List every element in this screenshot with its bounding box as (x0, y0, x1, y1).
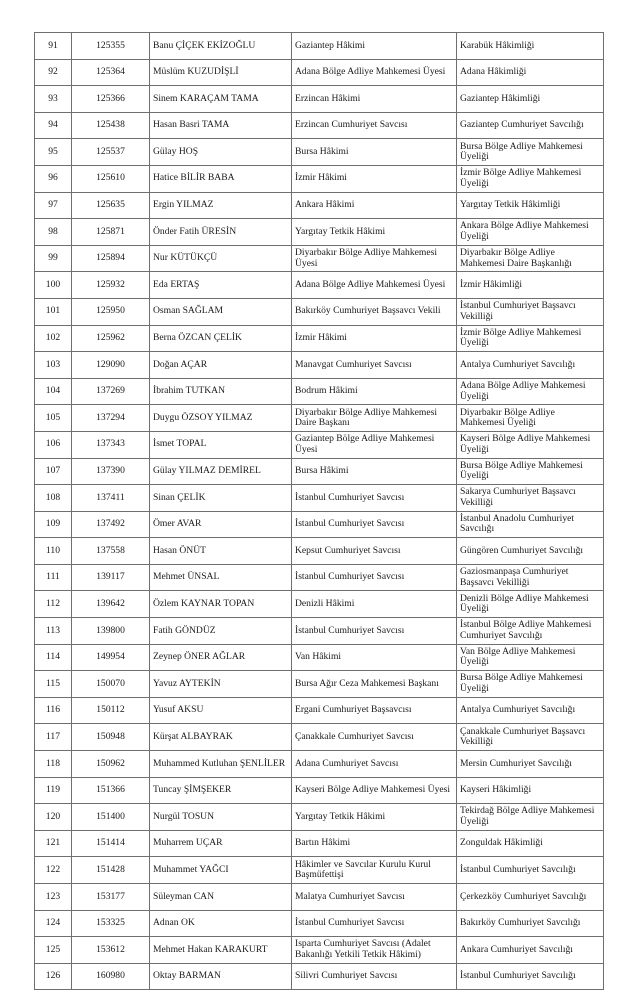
new-position-cell: Van Bölge Adliye Mahkemesi Üyeliği (457, 644, 604, 671)
full-name-cell: Hasan ÖNÜT (150, 538, 292, 565)
full-name-cell: Müslüm KUZUDİŞLİ (150, 59, 292, 86)
row-number-cell: 108 (35, 485, 72, 512)
full-name-cell: Doğan AÇAR (150, 352, 292, 379)
current-position-cell: Yargıtay Tetkik Hâkimi (292, 219, 457, 246)
row-number-cell: 94 (35, 112, 72, 139)
sicil-number-cell: 153177 (72, 884, 150, 911)
row-number-cell: 102 (35, 325, 72, 352)
sicil-number-cell: 151366 (72, 777, 150, 804)
sicil-number-cell: 137269 (72, 378, 150, 405)
current-position-cell: Ergani Cumhuriyet Başsavcısı (292, 697, 457, 724)
current-position-cell: İstanbul Cumhuriyet Savcısı (292, 564, 457, 591)
sicil-number-cell: 125537 (72, 139, 150, 166)
full-name-cell: Berna ÖZCAN ÇELİK (150, 325, 292, 352)
current-position-cell: İzmir Hâkimi (292, 165, 457, 192)
full-name-cell: Gülay HOŞ (150, 139, 292, 166)
row-number-cell: 92 (35, 59, 72, 86)
row-number-cell: 117 (35, 724, 72, 751)
sicil-number-cell: 151414 (72, 830, 150, 857)
current-position-cell: Malatya Cumhuriyet Savcısı (292, 884, 457, 911)
appointment-table (34, 32, 604, 990)
current-position-cell: Erzincan Hâkimi (292, 86, 457, 113)
row-number-cell: 122 (35, 857, 72, 884)
full-name-cell: Oktay BARMAN (150, 963, 292, 990)
full-name-cell: İbrahim TUTKAN (150, 378, 292, 405)
new-position-cell: Bursa Bölge Adliye Mahkemesi Üyeliği (457, 671, 604, 698)
new-position-cell: Diyarbakır Bölge Adliye Mahkemesi Üyeliği (457, 405, 604, 432)
table-row (35, 431, 604, 458)
current-position-cell: İzmir Hâkimi (292, 325, 457, 352)
new-position-cell: Bursa Bölge Adliye Mahkemesi Üyeliği (457, 139, 604, 166)
row-number-cell: 112 (35, 591, 72, 618)
full-name-cell: Yavuz AYTEKİN (150, 671, 292, 698)
full-name-cell: Özlem KAYNAR TOPAN (150, 591, 292, 618)
row-number-cell: 119 (35, 777, 72, 804)
table-row (35, 804, 604, 831)
table-row (35, 298, 604, 325)
row-number-cell: 114 (35, 644, 72, 671)
table-row (35, 910, 604, 937)
current-position-cell: Erzincan Cumhuriyet Savcısı (292, 112, 457, 139)
table-row (35, 671, 604, 698)
current-position-cell: Bursa Hâkimi (292, 458, 457, 485)
current-position-cell: Denizli Hâkimi (292, 591, 457, 618)
current-position-cell: Bakırköy Cumhuriyet Başsavcı Vekili (292, 298, 457, 325)
new-position-cell: Adana Hâkimliği (457, 59, 604, 86)
sicil-number-cell: 125438 (72, 112, 150, 139)
row-number-cell: 113 (35, 618, 72, 645)
sicil-number-cell: 153612 (72, 937, 150, 964)
sicil-number-cell: 125635 (72, 192, 150, 219)
sicil-number-cell: 125894 (72, 245, 150, 272)
sicil-number-cell: 150962 (72, 751, 150, 778)
table-row (35, 884, 604, 911)
new-position-cell: Kayseri Hâkimliği (457, 777, 604, 804)
table-row (35, 33, 604, 60)
table-body (35, 33, 604, 990)
new-position-cell: Karabük Hâkimliği (457, 33, 604, 60)
full-name-cell: Sinem KARAÇAM TAMA (150, 86, 292, 113)
row-number-cell: 97 (35, 192, 72, 219)
full-name-cell: Hasan Basri TAMA (150, 112, 292, 139)
row-number-cell: 118 (35, 751, 72, 778)
full-name-cell: İsmet TOPAL (150, 431, 292, 458)
new-position-cell: Gaziantep Hâkimliği (457, 86, 604, 113)
table-row (35, 963, 604, 990)
table-row (35, 378, 604, 405)
current-position-cell: Gaziantep Hâkimi (292, 33, 457, 60)
table-row (35, 59, 604, 86)
full-name-cell: Tuncay ŞİMŞEKER (150, 777, 292, 804)
table-row (35, 192, 604, 219)
new-position-cell: Çanakkale Cumhuriyet Başsavcı Vekilliği (457, 724, 604, 751)
current-position-cell: Isparta Cumhuriyet Savcısı (Adalet Bakanlığı Yetkili Tetkik Hâkimi) (292, 937, 457, 964)
sicil-number-cell: 137411 (72, 485, 150, 512)
current-position-cell: Silivri Cumhuriyet Savcısı (292, 963, 457, 990)
row-number-cell: 109 (35, 511, 72, 538)
full-name-cell: Kürşat ALBAYRAK (150, 724, 292, 751)
current-position-cell: Adana Bölge Adliye Mahkemesi Üyesi (292, 272, 457, 299)
full-name-cell: Önder Fatih ÜRESİN (150, 219, 292, 246)
table-row (35, 139, 604, 166)
new-position-cell: Gaziantep Cumhuriyet Savcılığı (457, 112, 604, 139)
sicil-number-cell: 137390 (72, 458, 150, 485)
row-number-cell: 100 (35, 272, 72, 299)
current-position-cell: Hâkimler ve Savcılar Kurulu Kurul Başmüfettişi (292, 857, 457, 884)
current-position-cell: Adana Bölge Adliye Mahkemesi Üyesi (292, 59, 457, 86)
current-position-cell: Kayseri Bölge Adliye Mahkemesi Üyesi (292, 777, 457, 804)
row-number-cell: 115 (35, 671, 72, 698)
full-name-cell: Mehmet Hakan KARAKURT (150, 937, 292, 964)
sicil-number-cell: 151400 (72, 804, 150, 831)
current-position-cell: Van Hâkimi (292, 644, 457, 671)
table-row (35, 751, 604, 778)
sicil-number-cell: 151428 (72, 857, 150, 884)
full-name-cell: Ömer AVAR (150, 511, 292, 538)
sicil-number-cell: 150070 (72, 671, 150, 698)
new-position-cell: Antalya Cumhuriyet Savcılığı (457, 352, 604, 379)
row-number-cell: 116 (35, 697, 72, 724)
table-row (35, 458, 604, 485)
current-position-cell: Çanakkale Cumhuriyet Savcısı (292, 724, 457, 751)
current-position-cell: Ankara Hâkimi (292, 192, 457, 219)
new-position-cell: İzmir Bölge Adliye Mahkemesi Üyeliği (457, 165, 604, 192)
new-position-cell: Zonguldak Hâkimliği (457, 830, 604, 857)
row-number-cell: 126 (35, 963, 72, 990)
row-number-cell: 111 (35, 564, 72, 591)
current-position-cell: İstanbul Cumhuriyet Savcısı (292, 511, 457, 538)
full-name-cell: Süleyman CAN (150, 884, 292, 911)
sicil-number-cell: 125950 (72, 298, 150, 325)
table-row (35, 325, 604, 352)
current-position-cell: Diyarbakır Bölge Adliye Mahkemesi Üyesi (292, 245, 457, 272)
table-row (35, 405, 604, 432)
new-position-cell: İstanbul Cumhuriyet Başsavcı Vekilliği (457, 298, 604, 325)
full-name-cell: Nur KÜTÜKÇÜ (150, 245, 292, 272)
sicil-number-cell: 160980 (72, 963, 150, 990)
sicil-number-cell: 137492 (72, 511, 150, 538)
full-name-cell: Muhammed Kutluhan ŞENLİLER (150, 751, 292, 778)
full-name-cell: Fatih GÖNDÜZ (150, 618, 292, 645)
row-number-cell: 106 (35, 431, 72, 458)
new-position-cell: Antalya Cumhuriyet Savcılığı (457, 697, 604, 724)
row-number-cell: 98 (35, 219, 72, 246)
sicil-number-cell: 137343 (72, 431, 150, 458)
current-position-cell: Adana Cumhuriyet Savcısı (292, 751, 457, 778)
full-name-cell: Muharrem UÇAR (150, 830, 292, 857)
table-row (35, 857, 604, 884)
sicil-number-cell: 125355 (72, 33, 150, 60)
full-name-cell: Duygu ÖZSOY YILMAZ (150, 405, 292, 432)
row-number-cell: 96 (35, 165, 72, 192)
new-position-cell: Denizli Bölge Adliye Mahkemesi Üyeliği (457, 591, 604, 618)
row-number-cell: 124 (35, 910, 72, 937)
table-row (35, 538, 604, 565)
new-position-cell: Yargıtay Tetkik Hâkimliği (457, 192, 604, 219)
full-name-cell: Gülay YILMAZ DEMİREL (150, 458, 292, 485)
table-row (35, 830, 604, 857)
new-position-cell: Kayseri Bölge Adliye Mahkemesi Üyeliği (457, 431, 604, 458)
full-name-cell: Nurgül TOSUN (150, 804, 292, 831)
new-position-cell: İstanbul Cumhuriyet Savcılığı (457, 963, 604, 990)
new-position-cell: Adana Bölge Adliye Mahkemesi Üyeliği (457, 378, 604, 405)
table-row (35, 618, 604, 645)
table-row (35, 272, 604, 299)
sicil-number-cell: 125364 (72, 59, 150, 86)
table-row (35, 511, 604, 538)
full-name-cell: Adnan OK (150, 910, 292, 937)
current-position-cell: İstanbul Cumhuriyet Savcısı (292, 485, 457, 512)
new-position-cell: Güngören Cumhuriyet Savcılığı (457, 538, 604, 565)
new-position-cell: Ankara Bölge Adliye Mahkemesi Üyeliği (457, 219, 604, 246)
new-position-cell: Bursa Bölge Adliye Mahkemesi Üyeliği (457, 458, 604, 485)
sicil-number-cell: 137294 (72, 405, 150, 432)
sicil-number-cell: 125871 (72, 219, 150, 246)
row-number-cell: 107 (35, 458, 72, 485)
new-position-cell: İzmir Bölge Adliye Mahkemesi Üyeliği (457, 325, 604, 352)
row-number-cell: 93 (35, 86, 72, 113)
full-name-cell: Osman SAĞLAM (150, 298, 292, 325)
table-row (35, 777, 604, 804)
row-number-cell: 105 (35, 405, 72, 432)
new-position-cell: Çerkezköy Cumhuriyet Savcılığı (457, 884, 604, 911)
new-position-cell: Tekirdağ Bölge Adliye Mahkemesi Üyeliği (457, 804, 604, 831)
row-number-cell: 121 (35, 830, 72, 857)
full-name-cell: Zeynep ÖNER AĞLAR (150, 644, 292, 671)
current-position-cell: Yargıtay Tetkik Hâkimi (292, 804, 457, 831)
full-name-cell: Banu ÇİÇEK EKİZOĞLU (150, 33, 292, 60)
new-position-cell: İstanbul Bölge Adliye Mahkemesi Cumhuriyet Savcılığı (457, 618, 604, 645)
new-position-cell: Diyarbakır Bölge Adliye Mahkemesi Daire Başkanlığı (457, 245, 604, 272)
table-row (35, 564, 604, 591)
sicil-number-cell: 150948 (72, 724, 150, 751)
table-row (35, 165, 604, 192)
sicil-number-cell: 137558 (72, 538, 150, 565)
document-page (34, 32, 603, 990)
row-number-cell: 125 (35, 937, 72, 964)
table-row (35, 86, 604, 113)
current-position-cell: Diyarbakır Bölge Adliye Mahkemesi Daire Başkanı (292, 405, 457, 432)
table-row (35, 697, 604, 724)
row-number-cell: 95 (35, 139, 72, 166)
table-row (35, 644, 604, 671)
new-position-cell: Bakırköy Cumhuriyet Savcılığı (457, 910, 604, 937)
sicil-number-cell: 139642 (72, 591, 150, 618)
row-number-cell: 91 (35, 33, 72, 60)
new-position-cell: Sakarya Cumhuriyet Başsavcı Vekilliği (457, 485, 604, 512)
row-number-cell: 123 (35, 884, 72, 911)
row-number-cell: 101 (35, 298, 72, 325)
row-number-cell: 103 (35, 352, 72, 379)
row-number-cell: 110 (35, 538, 72, 565)
current-position-cell: İstanbul Cumhuriyet Savcısı (292, 618, 457, 645)
full-name-cell: Eda ERTAŞ (150, 272, 292, 299)
full-name-cell: Hatice BİLİR BABA (150, 165, 292, 192)
sicil-number-cell: 139800 (72, 618, 150, 645)
row-number-cell: 104 (35, 378, 72, 405)
current-position-cell: Bursa Hâkimi (292, 139, 457, 166)
new-position-cell: İzmir Hâkimliği (457, 272, 604, 299)
sicil-number-cell: 139117 (72, 564, 150, 591)
table-row (35, 485, 604, 512)
table-row (35, 937, 604, 964)
sicil-number-cell: 125610 (72, 165, 150, 192)
sicil-number-cell: 125962 (72, 325, 150, 352)
table-row (35, 591, 604, 618)
table-row (35, 352, 604, 379)
new-position-cell: İstanbul Cumhuriyet Savcılığı (457, 857, 604, 884)
current-position-cell: Gaziantep Bölge Adliye Mahkemesi Üyesi (292, 431, 457, 458)
current-position-cell: Kepsut Cumhuriyet Savcısı (292, 538, 457, 565)
current-position-cell: İstanbul Cumhuriyet Savcısı (292, 910, 457, 937)
full-name-cell: Sinan ÇELİK (150, 485, 292, 512)
row-number-cell: 120 (35, 804, 72, 831)
current-position-cell: Bartın Hâkimi (292, 830, 457, 857)
current-position-cell: Bodrum Hâkimi (292, 378, 457, 405)
full-name-cell: Ergin YILMAZ (150, 192, 292, 219)
table-row (35, 112, 604, 139)
row-number-cell: 99 (35, 245, 72, 272)
current-position-cell: Manavgat Cumhuriyet Savcısı (292, 352, 457, 379)
table-row (35, 724, 604, 751)
new-position-cell: İstanbul Anadolu Cumhuriyet Savcılığı (457, 511, 604, 538)
sicil-number-cell: 153325 (72, 910, 150, 937)
sicil-number-cell: 150112 (72, 697, 150, 724)
sicil-number-cell: 129090 (72, 352, 150, 379)
new-position-cell: Mersin Cumhuriyet Savcılığı (457, 751, 604, 778)
full-name-cell: Mehmet ÜNSAL (150, 564, 292, 591)
full-name-cell: Muhammet YAĞCI (150, 857, 292, 884)
sicil-number-cell: 125366 (72, 86, 150, 113)
sicil-number-cell: 149954 (72, 644, 150, 671)
sicil-number-cell: 125932 (72, 272, 150, 299)
table-row (35, 219, 604, 246)
table-row (35, 245, 604, 272)
new-position-cell: Gaziosmanpaşa Cumhuriyet Başsavcı Vekilliği (457, 564, 604, 591)
new-position-cell: Ankara Cumhuriyet Savcılığı (457, 937, 604, 964)
current-position-cell: Bursa Ağır Ceza Mahkemesi Başkanı (292, 671, 457, 698)
full-name-cell: Yusuf AKSU (150, 697, 292, 724)
